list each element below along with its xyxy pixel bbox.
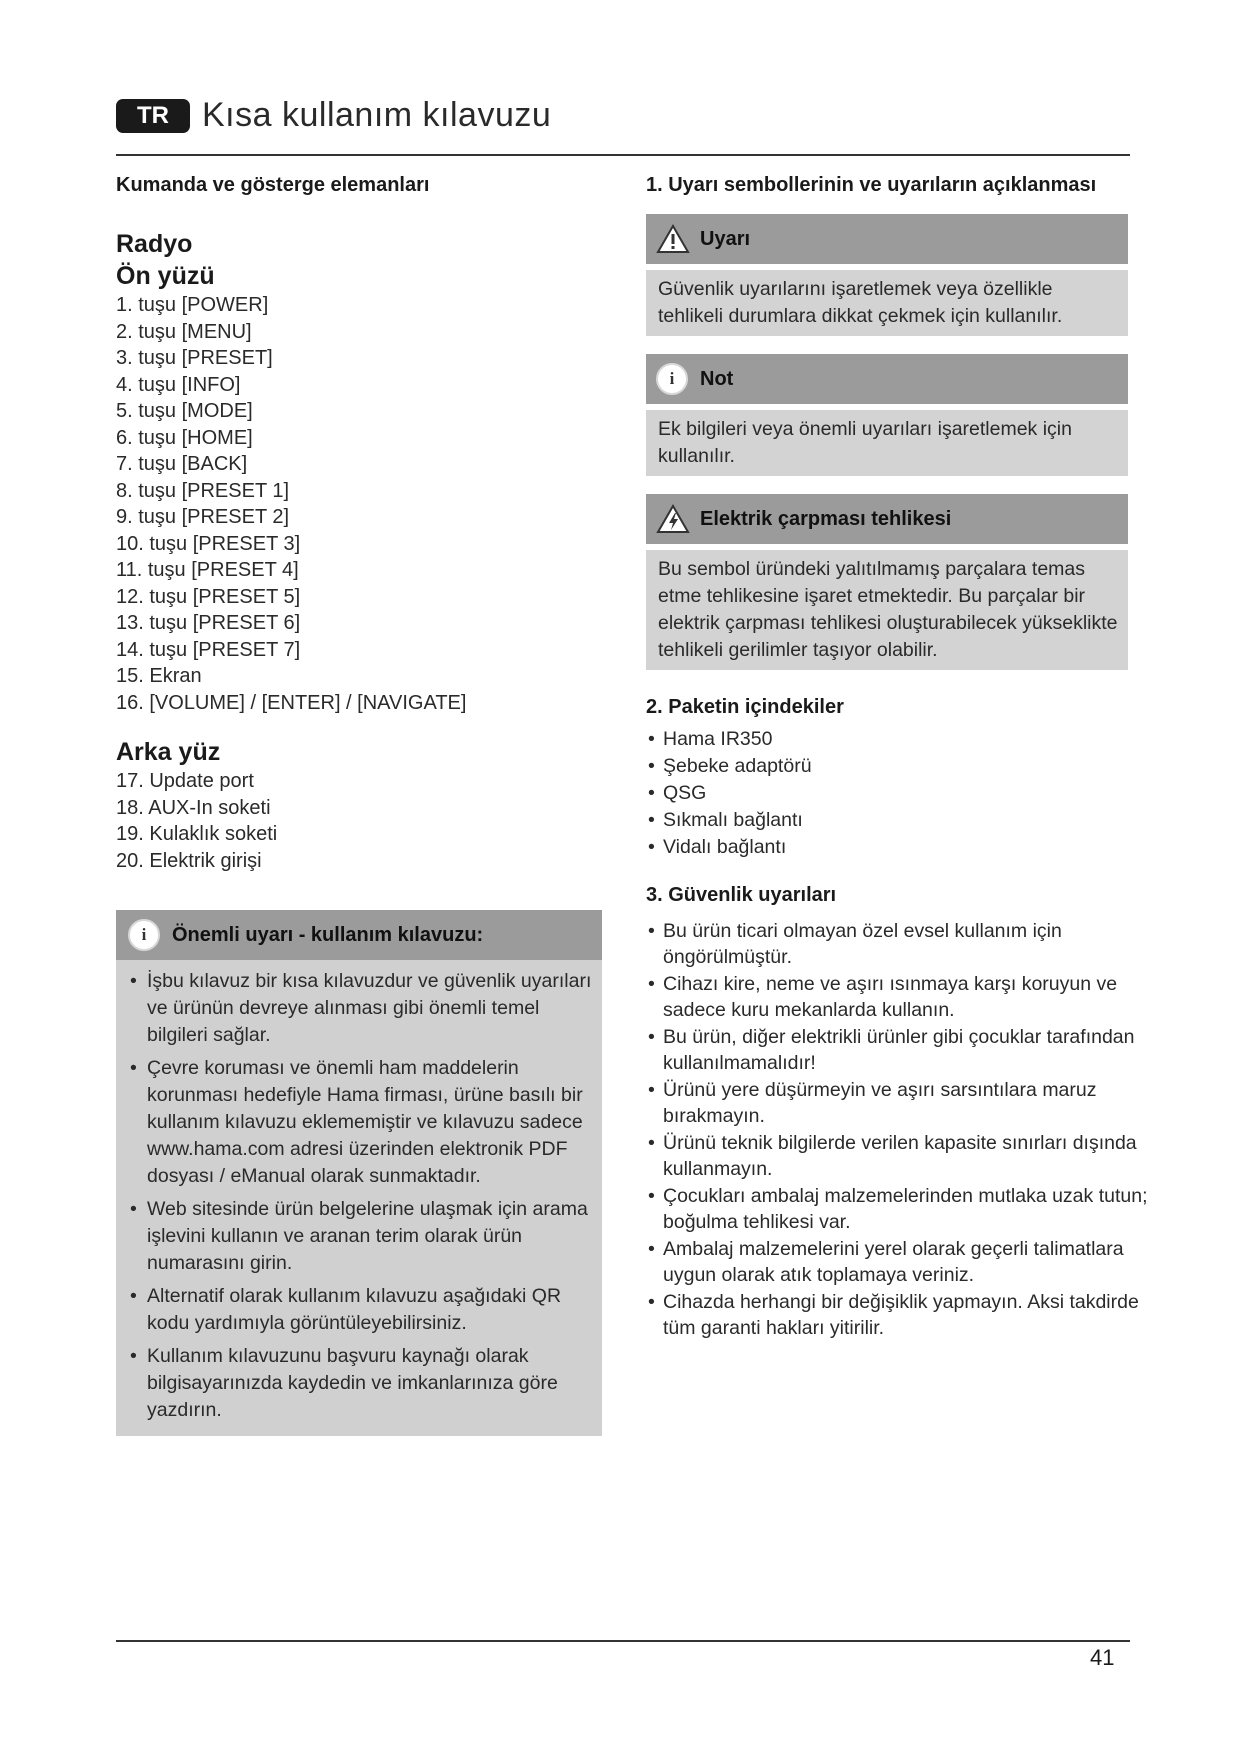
package-list [646,726,1166,860]
info-icon: i [128,919,160,951]
list-item: • Ürünü teknik bilgilerde verilen kapasite sınırları dışında kullanmayın. [646,1130,1166,1182]
list-item: • Alternatif olarak kullanım kılavuzu aşağıdaki QR kodu yardımıyla görüntüleyebilirsiniz. [130,1283,592,1337]
list-item: • Cihazda herhangi bir değişiklik yapmayın. Aksi takdirde tüm garanti hakları yitirilir. [646,1289,1166,1341]
electric-shock-icon [656,504,690,534]
page-title: Kısa kullanım kılavuzu [202,96,552,134]
symbol-description: Ek bilgileri veya önemli uyarıları işaretlemek için kullanılır. [646,410,1128,476]
list-item: • Ambalaj malzemelerini yerel olarak geçerli talimatlara uygun olarak atık toplamaya veriniz. [646,1236,1166,1288]
symbol-note-header [646,354,1128,404]
list-item: • Çocukları ambalaj malzemelerinden mutlaka uzak tutun; boğulma tehlikesi var. [646,1183,1166,1235]
symbol-electric-header [646,494,1128,544]
list-item: 16. [VOLUME] / [ENTER] / [NAVIGATE] [116,691,467,714]
symbol-note [646,354,1166,476]
page-number: 41 [1090,1645,1115,1670]
warning-triangle-icon [656,224,690,254]
list-item: 19. Kulaklık soketi [116,823,278,845]
list-item: 17. Update port [116,770,254,792]
left-column [116,170,606,1436]
list-item: 13. tuşu [PRESET 6] [116,612,301,634]
list-item: • Cihazı kire, neme ve aşırı ısınmaya karşı koruyun ve sadece kuru mekanlarda kullanın. [646,971,1166,1023]
list-item: 10. tuşu [PRESET 3] [116,532,301,555]
section1-title: 1. Uyarı sembollerinin ve uyarıların açıklanması [646,174,1097,196]
radio-title: Radyo [116,230,193,258]
list-item: 1. tuşu [POWER] [116,294,269,316]
list-item: 18. AUX-In soketi [116,796,271,819]
list-item: • Ürünü yere düşürmeyin ve aşırı sarsıntılara maruz bırakmayın. [646,1077,1166,1129]
list-item: • QSG [646,780,1166,806]
symbol-title: Uyarı [700,227,751,250]
list-item: • Sıkmalı bağlantı [646,807,1166,833]
page-header [116,96,551,135]
list-item: 15. Ekran [116,665,202,687]
list-item: • Vidalı bağlantı [646,834,1166,860]
list-item: 7. tuşu [BACK] [116,453,248,475]
front-controls-list [116,292,606,716]
list-item: 8. tuşu [PRESET 1] [116,479,290,502]
important-note-box [116,910,602,1436]
symbol-title: Not [700,367,734,390]
list-item: • Çevre koruması ve önemli ham maddelerin korunması hedefiyle Hama firması, ürüne basılı bir kullanım kılavuzu eklememiştir ve kılavuzu sadece www.hama.com adresi üzerinden elektronik PDF dosyası / eManual olarak sunmaktadır. [130,1055,592,1190]
list-item: 5. tuşu [MODE] [116,400,253,422]
list-item: 11. tuşu [PRESET 4] [116,559,299,581]
list-item: • Şebeke adaptörü [646,753,1166,779]
list-item: • Bu ürün ticari olmayan özel evsel kullanım için öngörülmüştür. [646,918,1166,970]
symbol-title: Elektrik çarpması tehlikesi [700,507,952,530]
list-item: • Kullanım kılavuzunu başvuru kaynağı olarak bilgisayarınızda kaydedin ve imkanlarınıza göre yazdırın. [130,1343,592,1424]
list-item: 20. Elektrik girişi [116,849,262,872]
list-item: • Hama IR350 [646,726,1166,752]
list-item: 2. tuşu [MENU] [116,320,252,343]
footer-divider [116,1640,1130,1642]
note-list [116,960,602,1424]
note-header [116,910,602,960]
front-title: Ön yüzü [116,262,215,290]
safety-list [646,918,1166,1341]
list-item: • Web sitesinde ürün belgelerine ulaşmak için arama işlevini kullanın ve aranan terim olarak ürün numarasını girin. [130,1196,592,1277]
list-item: • İşbu kılavuz bir kısa kılavuzdur ve güvenlik uyarıları ve ürünün devreye alınması gibi önemli temel bilgileri sağlar. [130,968,592,1049]
info-icon: i [656,363,688,395]
symbol-description: Güvenlik uyarılarını işaretlemek veya özellikle tehlikeli durumlara dikkat çekmek için kullanılır. [646,270,1128,336]
language-badge: TR [116,99,190,133]
list-item: 6. tuşu [HOME] [116,426,253,449]
list-item: 4. tuşu [INFO] [116,373,241,396]
note-title: Önemli uyarı - kullanım kılavuzu: [172,923,484,946]
list-item: • Bu ürün, diğer elektrikli ürünler gibi çocuklar tarafından kullanılmamalıdır! [646,1024,1166,1076]
back-controls-list [116,768,606,874]
section2-title: 2. Paketin içindekiler [646,696,844,718]
back-title: Arka yüz [116,738,221,766]
list-item: 9. tuşu [PRESET 2] [116,506,290,528]
list-item: 3. tuşu [PRESET] [116,347,273,369]
symbol-warning-header [646,214,1128,264]
header-divider [116,154,1130,156]
list-item: 14. tuşu [PRESET 7] [116,638,301,661]
symbol-description: Bu sembol üründeki yalıtılmamış parçalara temas etme tehlikesine işaret etmektedir. Bu parçalar bir elektrik çarpması tehlikesi oluşturabilecek yükseklikte tehlikeli gerilimler taşıyor olabilir. [646,550,1128,670]
symbol-warning [646,214,1166,336]
section3-title: 3. Güvenlik uyarıları [646,884,837,906]
list-item: 12. tuşu [PRESET 5] [116,585,301,608]
symbol-electric [646,494,1166,670]
controls-heading: Kumanda ve gösterge elemanları [116,174,430,196]
right-column [646,170,1166,1342]
